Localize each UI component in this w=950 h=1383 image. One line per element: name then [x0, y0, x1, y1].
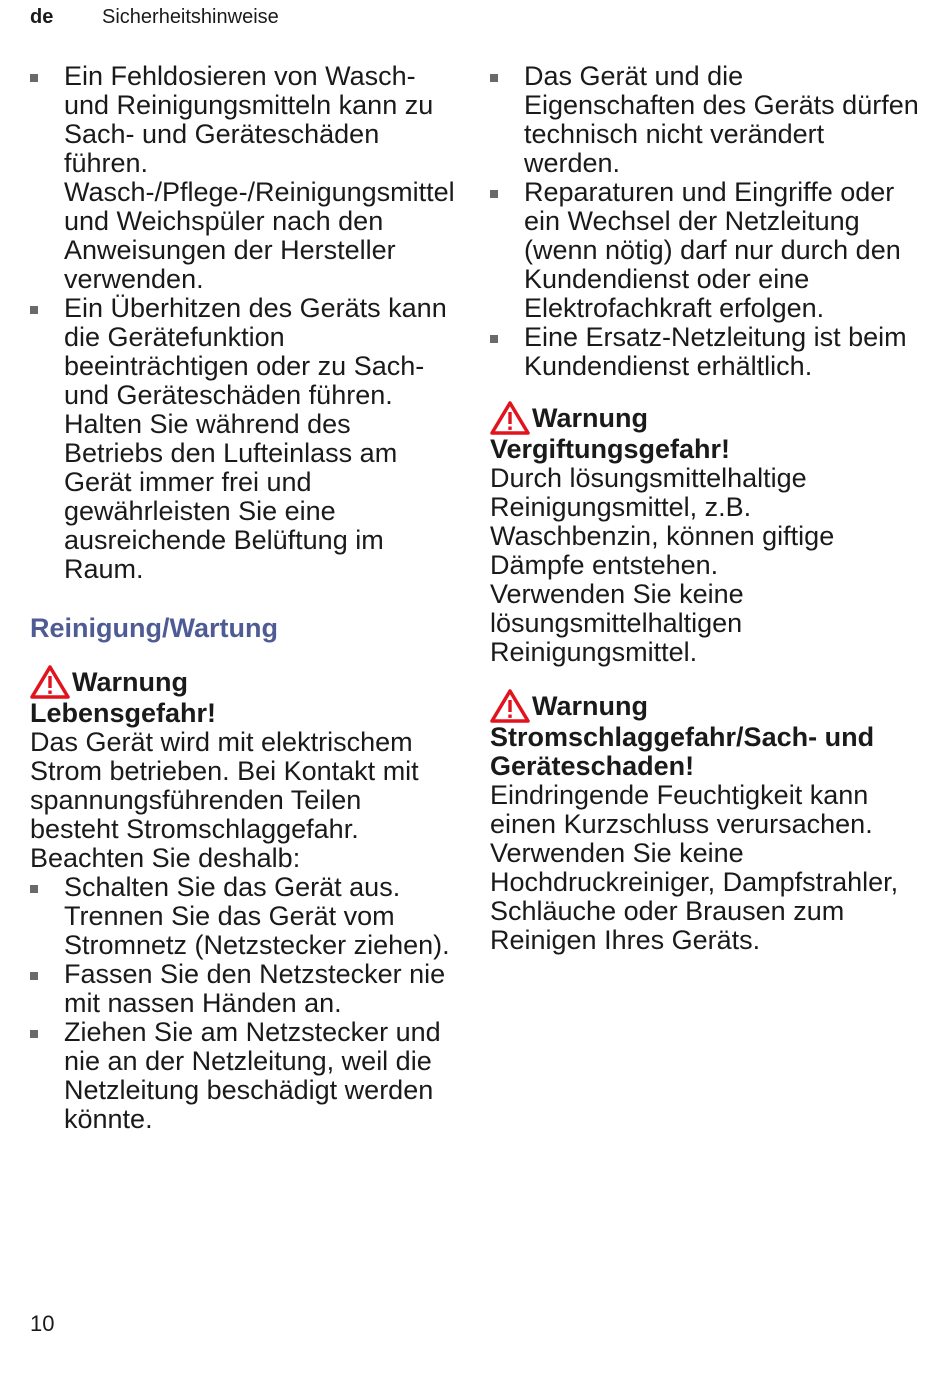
- list-item-text: Ein Überhitzen des Geräts kann die Gerätefunktion beeinträchtigen oder zu Sach- und Geräteschäden führen.: [64, 293, 447, 410]
- warning-text: Durch lösungsmittelhaltige Reinigungsmittel, z.B. Waschbenzin, können giftige Dämpfe entstehen.: [490, 463, 835, 580]
- warning-text: Verwenden Sie keine Hochdruckreiniger, Dampfstrahler, Schläuche oder Brausen zum Reinigen Ihres Geräts.: [490, 838, 899, 955]
- list-item: [490, 323, 920, 381]
- warning-triangle-icon: [490, 689, 530, 723]
- square-bullet-icon: [30, 972, 38, 980]
- list-item-text: Reparaturen und Eingriffe oder ein Wechsel der Netzleitung (wenn nötig) darf nur durch den Kundendienst oder eine Elektrofachkraft erfolgen.: [524, 177, 901, 323]
- square-bullet-icon: [490, 190, 498, 198]
- square-bullet-icon: [30, 306, 38, 314]
- language-code: de: [30, 6, 54, 28]
- list-item: [30, 873, 455, 960]
- warning-box: [490, 401, 920, 667]
- warning-triangle-icon: [490, 401, 530, 435]
- list-item-text: Eine Ersatz-Netzleitung ist beim Kundendienst erhältlich.: [524, 322, 907, 381]
- safety-list-bottom: [30, 873, 455, 1134]
- list-item: [490, 62, 920, 178]
- list-item-text: Wasch-/Pflege-/Reinigungsmittel und Weichspüler nach den Anweisungen der Hersteller verwenden.: [64, 177, 455, 294]
- warning-text: Verwenden Sie keine lösungsmittelhaltigen Reinigungsmittel.: [490, 579, 744, 667]
- right-column: [490, 62, 920, 955]
- list-item: [30, 1018, 455, 1134]
- warning-title-text: Warnung: [532, 690, 648, 721]
- square-bullet-icon: [490, 74, 498, 82]
- warning-title: [490, 401, 920, 435]
- square-bullet-icon: [490, 335, 498, 343]
- list-item-text: Das Gerät und die Eigenschaften des Geräts dürfen technisch nicht verändert werden.: [524, 61, 919, 178]
- warning-text: Eindringende Feuchtigkeit kann einen Kurzschluss verursachen.: [490, 780, 873, 839]
- warning-subtitle: Vergiftungsgefahr!: [490, 434, 731, 464]
- page-number: 10: [30, 1311, 55, 1336]
- warning-box: [30, 665, 455, 873]
- warning-triangle-icon: [30, 665, 70, 699]
- square-bullet-icon: [30, 74, 38, 82]
- warning-subtitle: Lebensgefahr!: [30, 698, 217, 728]
- section-heading: Reinigung/Wartung: [30, 613, 278, 643]
- warning-subtitle: Stromschlaggefahr/Sach- und Geräteschaden!: [490, 722, 875, 781]
- safety-list-top: [30, 62, 455, 584]
- warning-title-text: Warnung: [532, 402, 648, 433]
- list-item: [490, 178, 920, 323]
- list-item: [30, 62, 455, 294]
- warning-title: [490, 689, 920, 723]
- left-column: [30, 62, 455, 1134]
- warning-box: [490, 689, 920, 955]
- square-bullet-icon: [30, 885, 38, 893]
- list-item-text: Ziehen Sie am Netzstecker und nie an der Netzleitung, weil die Netzleitung beschädigt werden könnte.: [64, 1017, 441, 1134]
- list-item-text: Fassen Sie den Netzstecker nie mit nassen Händen an.: [64, 959, 446, 1018]
- warning-text: Das Gerät wird mit elektrischem Strom betrieben. Bei Kontakt mit spannungsführenden Teilen besteht Stromschlaggefahr. Beachten Sie deshalb:: [30, 727, 419, 873]
- list-item: [30, 294, 455, 584]
- square-bullet-icon: [30, 1030, 38, 1038]
- warning-title-text: Warnung: [72, 666, 188, 697]
- warning-title: [30, 665, 455, 699]
- list-item-text: Schalten Sie das Gerät aus. Trennen Sie das Gerät vom Stromnetz (Netzstecker ziehen).: [64, 872, 450, 960]
- list-item: [30, 960, 455, 1018]
- list-item-text: Halten Sie während des Betriebs den Lufteinlass am Gerät immer frei und gewährleisten Sie eine ausreichende Belüftung im Raum.: [64, 409, 398, 584]
- section-title: Sicherheitshinweise: [102, 6, 279, 28]
- safety-list-right: [490, 62, 920, 381]
- list-item-text: Ein Fehldosieren von Wasch- und Reinigungsmitteln kann zu Sach- und Geräteschäden führen.: [64, 61, 434, 178]
